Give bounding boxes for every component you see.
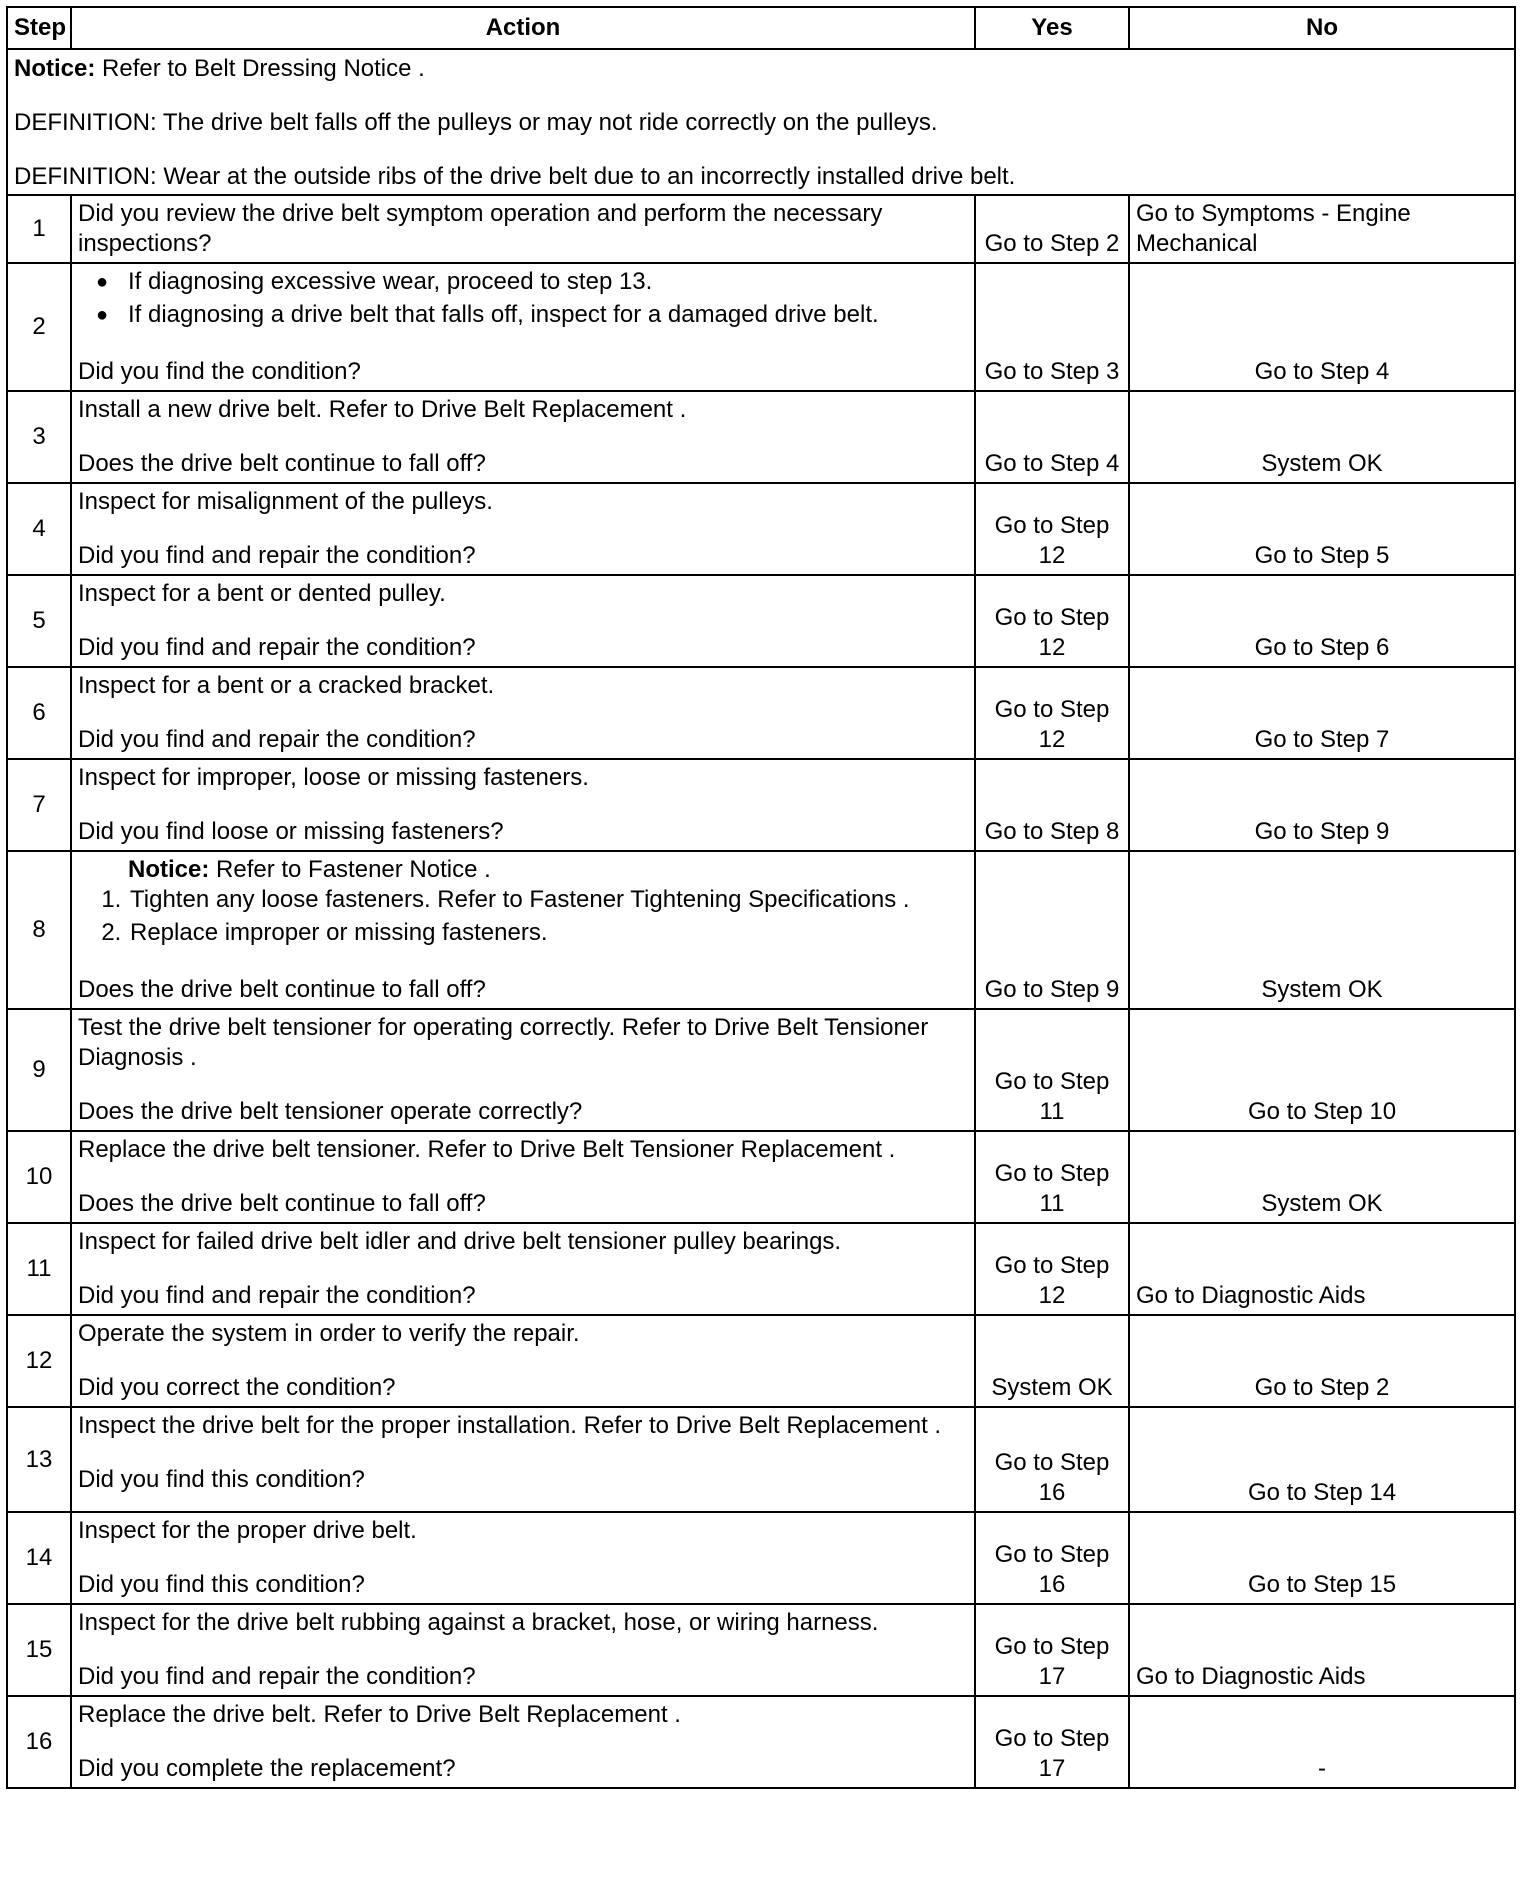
- table-row: [7, 575, 1515, 667]
- fastener-notice: [78, 855, 968, 885]
- action-question: Does the drive belt continue to fall off?: [78, 1190, 486, 1217]
- action-question: Does the drive belt continue to fall off?: [78, 976, 486, 1003]
- list-item: ● If diagnosing a drive belt that falls off, inspect for a damaged drive belt.: [128, 300, 968, 330]
- table-row: [7, 483, 1515, 575]
- action-question: Did you find loose or missing fasteners?: [78, 818, 504, 845]
- action-cell: [71, 391, 975, 483]
- notice-label: Notice:: [128, 856, 210, 883]
- definition-wear: DEFINITION: Wear at the outside ribs of the drive belt due to an incorrectly installed drive belt.: [14, 163, 1016, 190]
- yes-cell: Go to Step 17: [975, 1604, 1129, 1696]
- table-row: [7, 667, 1515, 759]
- action-question: Did you complete the replacement?: [78, 1755, 456, 1782]
- action-question: Did you correct the condition?: [78, 1374, 396, 1401]
- action-cell: [71, 667, 975, 759]
- diagnostic-table: [6, 6, 1516, 1789]
- action-text: Inspect for a bent or a cracked bracket.: [78, 672, 495, 699]
- table-row: [7, 851, 1515, 1009]
- bullet-list: [78, 267, 968, 330]
- action-cell: [71, 1223, 975, 1315]
- action-cell: [71, 483, 975, 575]
- header-no: No: [1129, 7, 1515, 49]
- no-cell: Go to Diagnostic Aids: [1129, 1604, 1515, 1696]
- no-cell: Go to Step 9: [1129, 759, 1515, 851]
- yes-cell: Go to Step 3: [975, 263, 1129, 391]
- no-cell: System OK: [1129, 391, 1515, 483]
- action-cell: [71, 1315, 975, 1407]
- action-text: Inspect for a bent or dented pulley.: [78, 580, 446, 607]
- action-question: Did you find this condition?: [78, 1571, 365, 1598]
- action-cell: [71, 851, 975, 1009]
- yes-cell: Go to Step 12: [975, 483, 1129, 575]
- step-number: 3: [7, 391, 71, 483]
- yes-cell: Go to Step 17: [975, 1696, 1129, 1788]
- action-cell: [71, 1696, 975, 1788]
- no-cell: Go to Step 15: [1129, 1512, 1515, 1604]
- step-number: 8: [7, 851, 71, 1009]
- notice-text: Refer to Belt Dressing Notice .: [95, 55, 425, 82]
- diagnostic-table-container: [6, 6, 1514, 1789]
- action-text: Replace the drive belt. Refer to Drive Belt Replacement .: [78, 1701, 681, 1728]
- action-cell: [71, 575, 975, 667]
- step-number: 12: [7, 1315, 71, 1407]
- action-text: Operate the system in order to verify the repair.: [78, 1320, 580, 1347]
- action-text: Inspect for improper, loose or missing fasteners.: [78, 764, 589, 791]
- action-cell: [71, 1131, 975, 1223]
- table-row: [7, 1315, 1515, 1407]
- yes-cell: Go to Step 2: [975, 195, 1129, 263]
- yes-cell: Go to Step 12: [975, 1223, 1129, 1315]
- yes-cell: Go to Step 4: [975, 391, 1129, 483]
- step-number: 4: [7, 483, 71, 575]
- step-number: 10: [7, 1131, 71, 1223]
- action-text: Install a new drive belt. Refer to Drive Belt Replacement .: [78, 396, 687, 423]
- table-row: [7, 1131, 1515, 1223]
- action-question: Did you find and repair the condition?: [78, 1663, 476, 1690]
- step-number: 11: [7, 1223, 71, 1315]
- no-cell: Go to Step 4: [1129, 263, 1515, 391]
- header-row: [7, 7, 1515, 49]
- step-number: 6: [7, 667, 71, 759]
- action-question: Does the drive belt tensioner operate correctly?: [78, 1098, 583, 1125]
- no-cell: System OK: [1129, 1131, 1515, 1223]
- yes-cell: Go to Step 12: [975, 667, 1129, 759]
- list-item: 1. Tighten any loose fasteners. Refer to Fastener Tightening Specifications .: [128, 885, 968, 915]
- action-question: Did you find the condition?: [78, 358, 361, 385]
- numbered-list: [78, 885, 968, 948]
- action-question: Did you find and repair the condition?: [78, 726, 476, 753]
- definition-falls-off: DEFINITION: The drive belt falls off the pulleys or may not ride correctly on the pulleys.: [14, 109, 938, 136]
- yes-cell: Go to Step 12: [975, 575, 1129, 667]
- intro-row: [7, 49, 1515, 195]
- no-cell: -: [1129, 1696, 1515, 1788]
- table-row: [7, 391, 1515, 483]
- table-row: [7, 263, 1515, 391]
- step-number: 2: [7, 263, 71, 391]
- action-cell: [71, 1407, 975, 1512]
- table-row: [7, 1009, 1515, 1131]
- no-cell: Go to Symptoms - Engine Mechanical: [1129, 195, 1515, 263]
- notice-label: Notice:: [14, 55, 96, 82]
- step-number: 16: [7, 1696, 71, 1788]
- list-item: ● If diagnosing excessive wear, proceed to step 13.: [128, 267, 968, 297]
- no-cell: System OK: [1129, 851, 1515, 1009]
- table-row: [7, 1512, 1515, 1604]
- intro-cell: [7, 49, 1515, 195]
- action-cell: [71, 1604, 975, 1696]
- action-text: Inspect the drive belt for the proper installation. Refer to Drive Belt Replacement .: [78, 1412, 942, 1439]
- list-item: 2. Replace improper or missing fasteners.: [128, 918, 968, 948]
- no-cell: Go to Step 2: [1129, 1315, 1515, 1407]
- table-row: [7, 195, 1515, 263]
- no-cell: Go to Step 5: [1129, 483, 1515, 575]
- no-cell: Go to Step 14: [1129, 1407, 1515, 1512]
- step-number: 5: [7, 575, 71, 667]
- table-row: [7, 759, 1515, 851]
- action-text: Inspect for the drive belt rubbing against a bracket, hose, or wiring harness.: [78, 1609, 879, 1636]
- action-question: Did you find this condition?: [78, 1466, 365, 1493]
- no-cell: Go to Diagnostic Aids: [1129, 1223, 1515, 1315]
- header-action: Action: [71, 7, 975, 49]
- belt-dressing-notice: [14, 54, 1508, 84]
- step-number: 1: [7, 195, 71, 263]
- action-question: Did you find and repair the condition?: [78, 1282, 476, 1309]
- action-text: Inspect for the proper drive belt.: [78, 1517, 417, 1544]
- action-text: Inspect for failed drive belt idler and drive belt tensioner pulley bearings.: [78, 1228, 842, 1255]
- step-number: 14: [7, 1512, 71, 1604]
- no-cell: Go to Step 10: [1129, 1009, 1515, 1131]
- action-cell: [71, 263, 975, 391]
- yes-cell: Go to Step 9: [975, 851, 1129, 1009]
- yes-cell: Go to Step 8: [975, 759, 1129, 851]
- step-number: 7: [7, 759, 71, 851]
- action-question: Did you find and repair the condition?: [78, 634, 476, 661]
- action-cell: [71, 1009, 975, 1131]
- step-number: 9: [7, 1009, 71, 1131]
- action-cell: [71, 759, 975, 851]
- yes-cell: System OK: [975, 1315, 1129, 1407]
- header-step: Step: [7, 7, 71, 49]
- action-cell: [71, 1512, 975, 1604]
- action-question: Does the drive belt continue to fall off?: [78, 450, 486, 477]
- step-number: 15: [7, 1604, 71, 1696]
- table-row: [7, 1696, 1515, 1788]
- action-text: Did you review the drive belt symptom operation and perform the necessary inspections?: [78, 200, 883, 257]
- action-text: Inspect for misalignment of the pulleys.: [78, 488, 493, 515]
- yes-cell: Go to Step 11: [975, 1131, 1129, 1223]
- header-yes: Yes: [975, 7, 1129, 49]
- yes-cell: Go to Step 16: [975, 1512, 1129, 1604]
- notice-text: Refer to Fastener Notice .: [209, 856, 491, 883]
- action-question: Did you find and repair the condition?: [78, 542, 476, 569]
- step-number: 13: [7, 1407, 71, 1512]
- table-row: [7, 1604, 1515, 1696]
- yes-cell: Go to Step 16: [975, 1407, 1129, 1512]
- table-row: [7, 1407, 1515, 1512]
- table-row: [7, 1223, 1515, 1315]
- action-cell: [71, 195, 975, 263]
- yes-cell: Go to Step 11: [975, 1009, 1129, 1131]
- action-text: Test the drive belt tensioner for operating correctly. Refer to Drive Belt Tensioner Diagnosis .: [78, 1014, 929, 1071]
- no-cell: Go to Step 6: [1129, 575, 1515, 667]
- no-cell: Go to Step 7: [1129, 667, 1515, 759]
- action-text: Replace the drive belt tensioner. Refer to Drive Belt Tensioner Replacement .: [78, 1136, 896, 1163]
